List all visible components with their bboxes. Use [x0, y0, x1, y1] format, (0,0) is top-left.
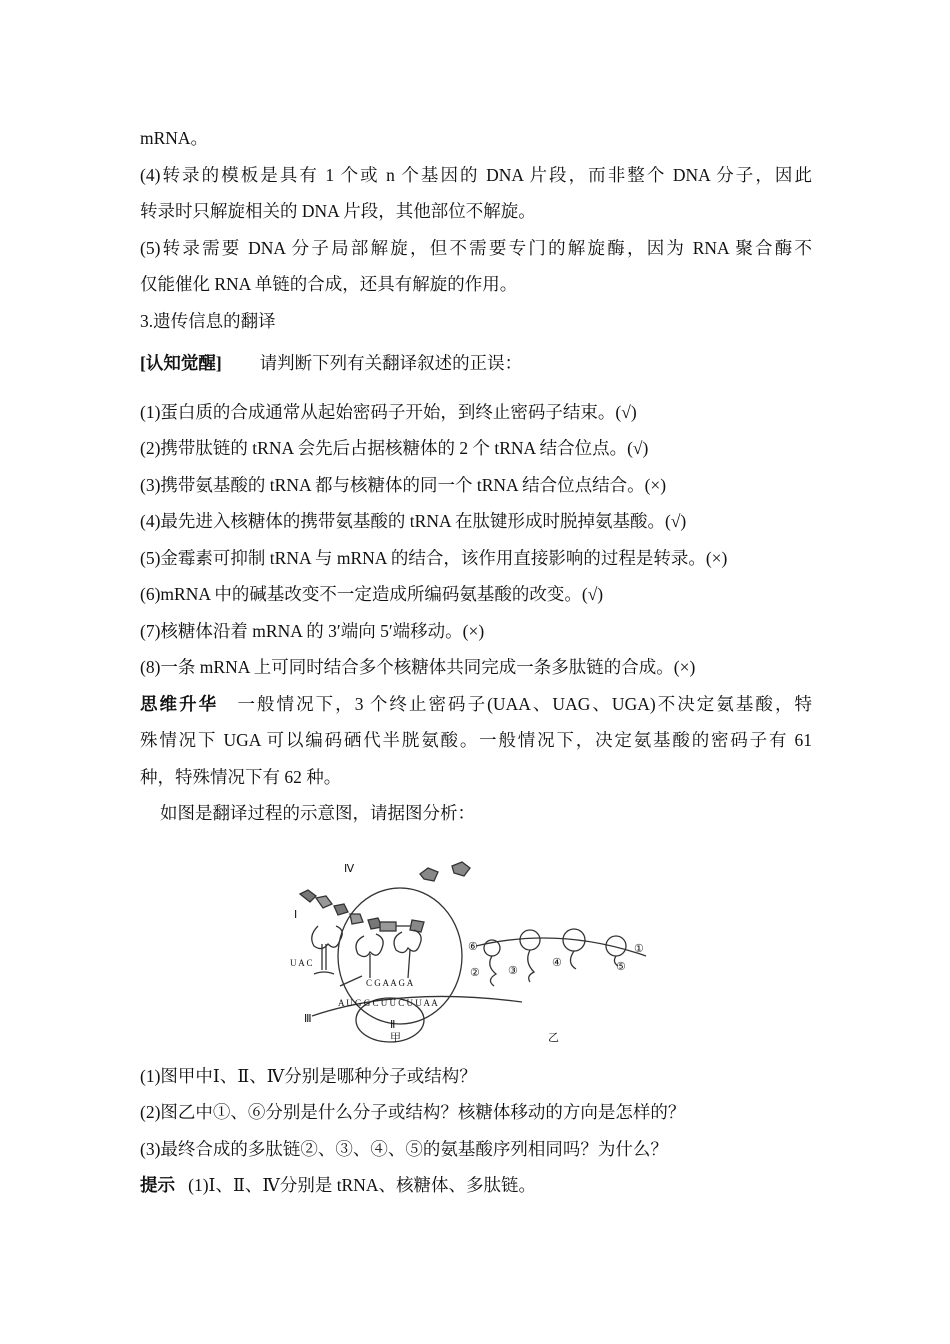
cognition-line — [140, 345, 812, 382]
amino-acid-shape — [452, 862, 470, 876]
marker-5: ⑤ — [616, 960, 626, 973]
cognition-tag: [认知觉醒] — [140, 353, 222, 373]
label-I: Ⅰ — [294, 908, 298, 921]
thinking-line — [140, 686, 812, 723]
thinking-tag: 思维升华 — [140, 693, 219, 714]
caption-yi: 乙 — [548, 1031, 559, 1044]
list-item: (8)一条 mRNA 上可同时结合多个核糖体共同完成一条多肽链的合成。(×) — [140, 657, 696, 677]
anticodon-bases: C G A A G A — [366, 977, 414, 988]
label-III: Ⅲ — [304, 1012, 312, 1025]
document-page — [140, 120, 812, 1204]
marker-1: ① — [634, 942, 644, 955]
marker-4: ④ — [552, 956, 562, 969]
caption-jia: 甲 — [390, 1031, 401, 1044]
label-IV: Ⅳ — [344, 862, 355, 875]
hint-text: (1)Ⅰ、Ⅱ、Ⅳ分别是 tRNA、核糖体、多肽链。 — [188, 1175, 537, 1195]
marker-6: ⑥ — [468, 940, 478, 953]
text-line: 仅能催化 RNA 单链的合成，还具有解旋的作用。 — [140, 274, 518, 294]
text-line: mRNA。 — [140, 128, 209, 148]
amino-acid-shape — [420, 868, 438, 881]
marker-3: ③ — [508, 964, 518, 977]
question-item: (2)图乙中①、⑥分别是什么分子或结构？核糖体移动的方向是怎样的？ — [140, 1102, 686, 1122]
question-item: (1)图甲中Ⅰ、Ⅱ、Ⅳ分别是哪种分子或结构？ — [140, 1065, 477, 1086]
translation-figure — [140, 836, 812, 1046]
thinking-text: 一般情况下，3 个终止密码子(UAA、UAG、UGA)不决定氨基酸，特 — [237, 693, 813, 714]
cognition-prompt: 请判断下列有关翻译叙述的正误： — [259, 353, 523, 373]
trna-bases: U A C — [290, 957, 313, 968]
text-line: (4)转录的模板是具有 1 个或 n 个基因的 DNA 片段，而非整个 DNA 分子，因此 — [140, 164, 812, 185]
mrna-bases: A U G G C U U C U U A A — [338, 997, 438, 1008]
figure-intro: 如图是翻译过程的示意图，请据图分析： — [160, 803, 475, 823]
hint-tag: 提示 — [140, 1175, 175, 1195]
label-II: Ⅱ — [390, 1018, 396, 1031]
list-item: (2)携带肽链的 tRNA 会先后占据核糖体的 2 个 tRNA 结合位点。(√) — [140, 438, 649, 458]
list-item: (7)核糖体沿着 mRNA 的 3′端向 5′端移动。(×) — [140, 620, 485, 641]
judgement-list — [140, 394, 812, 686]
hint-line — [140, 1167, 812, 1204]
text-line: 转录时只解旋相关的 DNA 片段，其他部位不解旋。 — [140, 201, 536, 221]
list-item: (1)蛋白质的合成通常从起始密码子开始，到终止密码子结束。(√) — [140, 401, 637, 422]
translation-diagram — [290, 836, 670, 1046]
question-item: (3)最终合成的多肽链②、③、④、⑤的氨基酸序列相同吗？为什么？ — [140, 1138, 668, 1159]
section-heading: 3.遗传信息的翻译 — [140, 310, 276, 331]
marker-2: ② — [470, 966, 480, 979]
list-item: (6)mRNA 中的碱基改变不一定造成所编码氨基酸的改变。(√) — [140, 584, 604, 604]
text-line: (5)转录需要 DNA 分子局部解旋，但不需要专门的解旋酶，因为 RNA 聚合酶不 — [140, 237, 812, 258]
text-line: 殊情况下 UGA 可以编码硒代半胱氨酸。一般情况下，决定氨基酸的密码子有 61 — [140, 730, 812, 750]
list-item: (3)携带氨基酸的 tRNA 都与核糖体的同一个 tRNA 结合位点结合。(×) — [140, 474, 667, 495]
list-item: (4)最先进入核糖体的携带氨基酸的 tRNA 在肽键形成时脱掉氨基酸。(√) — [140, 511, 687, 531]
list-item: (5)金霉素可抑制 tRNA 与 mRNA 的结合，该作用直接影响的过程是转录。(×) — [140, 547, 728, 568]
text-line: 种，特殊情况下有 62 种。 — [140, 766, 342, 787]
